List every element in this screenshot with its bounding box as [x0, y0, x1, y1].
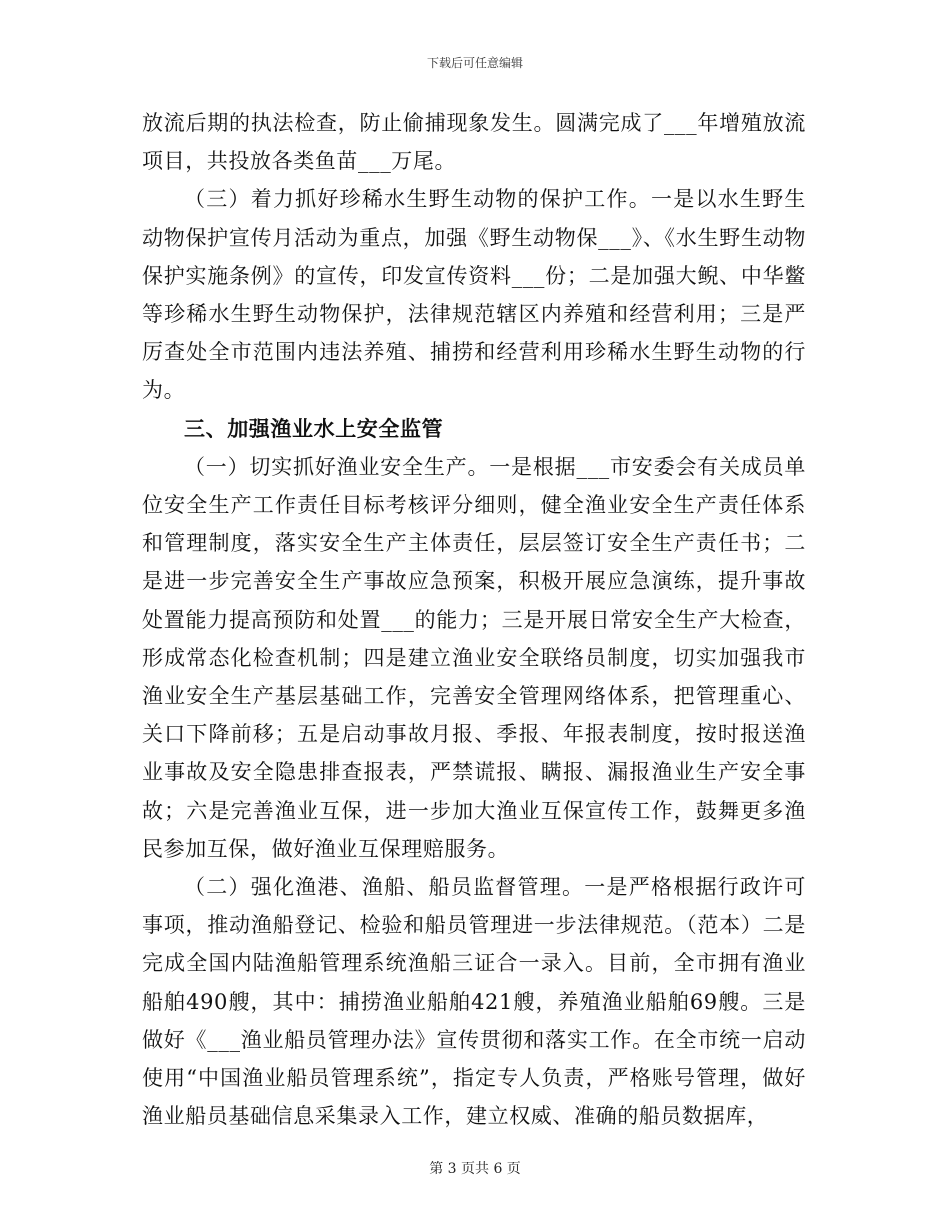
paragraph-continuation: 放流后期的执法检查，防止偷捕现象发生。圆满完成了___年增殖放流项目，共投放各类鱼苗___万尾。	[142, 111, 806, 174]
paragraph-wildlife-protection: （三）着力抓好珍稀水生野生动物的保护工作。一是以水生野生动物保护宣传月活动为重点，加强《野生动物保___》、《水生野生动物保护实施条例》的宣传，印发宣传资料___份；二是加强大鲵、中华鳖等珍稀水生野生动物保护，法律规范辖区内养殖和经营利用；三是严厉查处全市范围内违法养殖、捕捞和经营利用珍稀水生野生动物的行为。	[142, 187, 806, 403]
document-body	[142, 104, 806, 1135]
paragraph-vessel-management: （二）强化渔港、渔船、船员监督管理。一是严格根据行政许可事项，推动渔船登记、检验和船员管理进一步法律规范。（范本）二是完成全国内陆渔船管理系统渔船三证合一录入。目前，全市拥有渔业船舶490艘，其中：捕捞渔业船舶421艘，养殖渔业船舶69艘。三是做好《___渔业船员管理办法》宣传贯彻和落实工作。在全市统一启动使用“中国渔业船员管理系统”，指定专人负责，严格账号管理，做好渔业船员基础信息采集录入工作，建立权威、准确的船员数据库，	[142, 875, 806, 1129]
paragraph-safety-production: （一）切实抓好渔业安全生产。一是根据___市安委会有关成员单位安全生产工作责任目标考核评分细则，健全渔业安全生产责任体系和管理制度，落实安全生产主体责任，层层签订安全生产责任书；二是进一步完善安全生产事故应急预案，积极开展应急演练，提升事故处置能力提高预防和处置___的能力；三是开展日常安全生产大检查，形成常态化检查机制；四是建立渔业安全联络员制度，切实加强我市渔业安全生产基层基础工作，完善安全管理网络体系，把管理重心、关口下降前移；五是启动事故月报、季报、年报表制度，按时报送渔业事故及安全隐患排查报表，严禁谎报、瞒报、漏报渔业生产安全事故；六是完善渔业互保，进一步加大渔业互保宣传工作，鼓舞更多渔民参加互保，做好渔业互保理赔服务。	[142, 454, 806, 861]
section-heading: 三、加强渔业水上安全监管	[184, 415, 444, 441]
page-header: 下载后可任意编辑	[426, 56, 523, 70]
page-number: 第 3 页共 6 页	[429, 1161, 521, 1177]
